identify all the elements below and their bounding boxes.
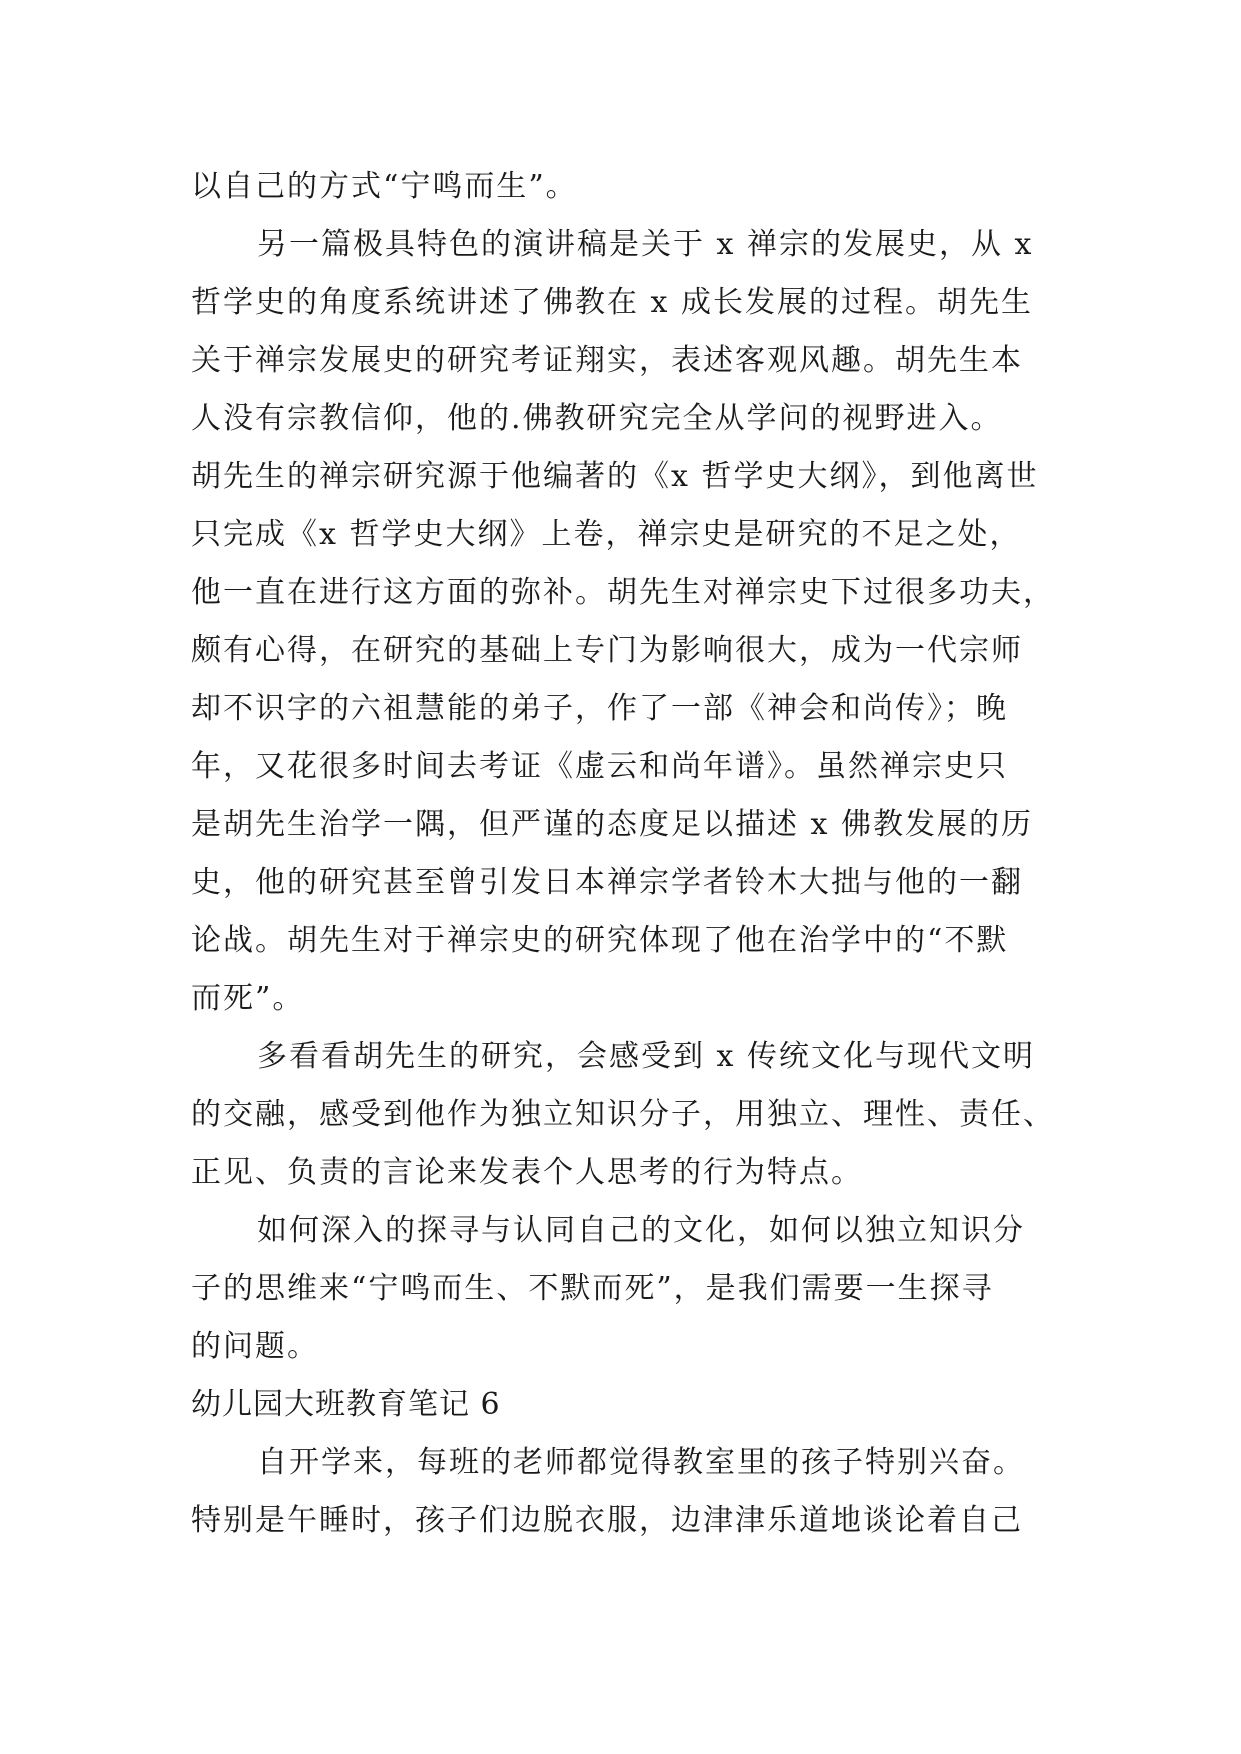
text-line: 自开学来，每班的老师都觉得教室里的孩子特别兴奋。: [257, 1445, 1025, 1480]
section-heading: 幼儿园大班教育笔记 6: [191, 1387, 501, 1422]
text-line: 如何深入的探寻与认同自己的文化，如何以独立知识分: [257, 1213, 1025, 1248]
text-line: 子的思维来“宁鸣而生、不默而死”，是我们需要一生探寻: [191, 1271, 994, 1306]
text-line: 史，他的研究甚至曾引发日本禅宗学者铃木大拙与他的一翻: [191, 865, 1023, 900]
text-line: 的交融，感受到他作为独立知识分子，用独立、理性、责任、: [191, 1097, 1055, 1132]
text-line: 正见、负责的言论来发表个人思考的行为特点。: [191, 1155, 863, 1190]
text-line: 以自己的方式“宁鸣而生”。: [191, 169, 578, 204]
text-line: 论战。胡先生对于禅宗史的研究体现了他在治学中的“不默: [191, 923, 1009, 958]
text-line: 特别是午睡时，孩子们边脱衣服，边津津乐道地谈论着自己: [191, 1503, 1023, 1538]
text-line: 胡先生的禅宗研究源于他编著的《x 哲学史大纲》，到他离世: [191, 459, 1039, 494]
text-line: 而死”。: [191, 981, 305, 1016]
text-line: 是胡先生治学一隅，但严谨的态度足以描述 x 佛教发展的历: [191, 807, 1033, 842]
text-line: 人没有宗教信仰，他的.佛教研究完全从学问的视野进入。: [191, 401, 1003, 436]
text-line: 关于禅宗发展史的研究考证翔实，表述客观风趣。胡先生本: [191, 343, 1023, 378]
text-line: 只完成《x 哲学史大纲》上卷，禅宗史是研究的不足之处，: [191, 517, 1022, 552]
text-line: 另一篇极具特色的演讲稿是关于 x 禅宗的发展史，从 x: [257, 227, 1034, 262]
text-line: 颇有心得，在研究的基础上专门为影响很大，成为一代宗师: [191, 633, 1023, 668]
text-line: 年，又花很多时间去考证《虚云和尚年谱》。虽然禅宗史只: [191, 749, 1008, 784]
document-body: [191, 158, 1061, 1550]
text-line: 多看看胡先生的研究，会感受到 x 传统文化与现代文明: [257, 1039, 1035, 1074]
text-line: 他一直在进行这方面的弥补。胡先生对禅宗史下过很多功夫，: [191, 575, 1055, 610]
text-line: 却不识字的六祖慧能的弟子，作了一部《神会和尚传》；晚: [191, 691, 1008, 726]
text-line: 哲学史的角度系统讲述了佛教在 x 成长发展的过程。胡先生: [191, 285, 1033, 320]
text-line: 的问题。: [191, 1329, 319, 1364]
